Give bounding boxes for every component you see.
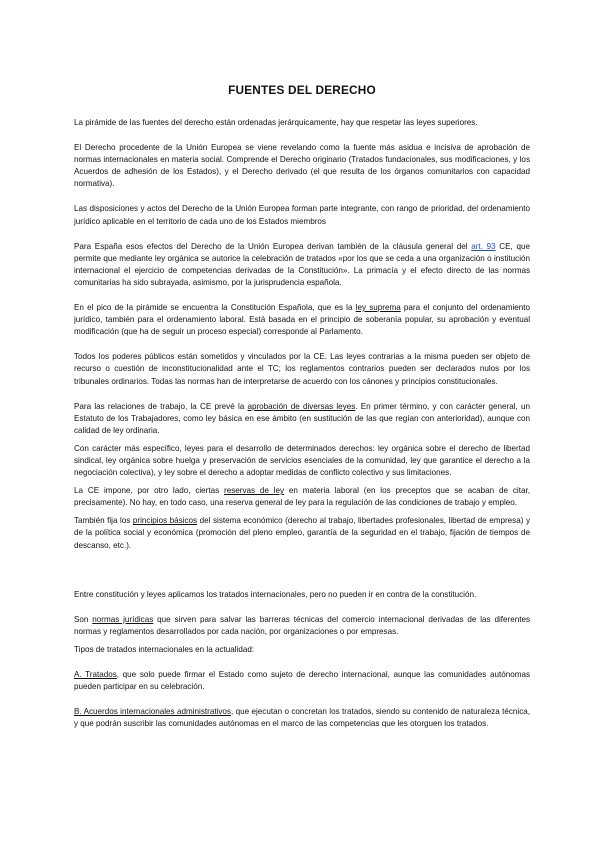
underlined-term: aprobación de diversas leyes (247, 401, 356, 411)
paragraph-tratados-a (74, 669, 530, 693)
page-title: FUENTES DEL DERECHO (228, 83, 376, 97)
text-segment: La CE impone, por otro lado, ciertas (74, 486, 224, 496)
paragraph-tratados-intro: Entre constitución y leyes aplicamos los tratados internacionales, pero no pueden ir en contra de la constitución. (74, 589, 477, 599)
text-segment: , que ejecutan o concretan los tratados, siendo su contenido de naturaleza técnica, y que podrán suscribir las comunidades autónomas en el marco de las competencias que les otorguen los tratados. (74, 707, 530, 729)
paragraph-leyes-especificas: Con carácter más específico, leyes para el desarrollo de determinados derechos: ley orgánica sobre el derecho de libertad sindical, ley orgánica sobre huelga y preservación de servicios esenciales de la comunidad, ley que garantice el derecho a la negociación colectiva), y ley sobre el derecho a adoptar medidas de conflicto colectivo y sus limitaciones. (74, 443, 530, 478)
underlined-term: ley suprema (355, 303, 401, 313)
underlined-term: reservas de ley (224, 486, 285, 496)
paragraph-derecho-ue: El Derecho procedente de la Unión Europea se viene revelando como la fuente más asidua e incisiva de aprobación de normas internacionales en materia social. Comprende el Derecho originario (Tratados fundacionales, sus modificaciones, y los Acuerdos de adhesión de los Estados), y el Derecho derivado (el que resulta de los órganos comunitarios con capacidad normativa). (74, 143, 530, 189)
text-segment: Para las relaciones de trabajo, la CE prevé la (74, 401, 248, 411)
art-93-link[interactable]: art. 93 (471, 241, 496, 251)
paragraph-relaciones-trabajo (74, 401, 530, 437)
underlined-term: normas jurídicas (92, 614, 154, 624)
underlined-term: principios básicos (132, 516, 198, 526)
text-segment: que sirven para salvar las barreras técnicas del comercio internacional derivadas de las diferentes normas y reglamentos desarrollados por cada nación, por organizaciones o por empresas. (74, 614, 530, 636)
text-segment: También fija los (74, 516, 133, 526)
text-segment: . En primer término, y con carácter general, un Estatuto de los Trabajadores, como ley básica en ese ámbito (en sustitución de las que regían con anterioridad), aunque con calidad de ley ordinaria. (74, 401, 530, 435)
paragraph-acuerdos-b (74, 706, 530, 730)
paragraph-normas-juridicas (74, 614, 530, 638)
paragraph-piramide: La pirámide de las fuentes del derecho están ordenadas jerárquicamente, hay que respetar las leyes superiores. (74, 118, 478, 127)
text-segment: en materia laboral (en los preceptos que se acaban de citar, precisamente). No hay, en todo caso, una reserva general de ley para la regulación de las condiciones de trabajo y empleo. (74, 486, 530, 508)
text-segment: Para España esos efectos del Derecho de la Unión Europea derivan también de la cláusula general del (74, 241, 472, 251)
text-segment: para el conjunto del ordenamiento jurídico, también para el ordenamiento laboral. Está basada en el principio de soberanía popular, su aprobación y eventual modificación (que ha de seguir un proceso especial) corresponde al Parlamento. (74, 303, 531, 337)
paragraph-tipos-tratados: Tipos de tratados internacionales en la actualidad: (74, 644, 255, 654)
text-segment: CE, que permite que mediante ley orgánica se autorice la celebración de tratados «por los que se ceda a una organización o institución internacional el ejercicio de competencias derivadas de la Constitución». La primacía y el efecto directo de las normas comunitarias ha sido subrayada, asimismo, por la jurisprudencia española. (74, 241, 530, 287)
paragraph-espana-art93 (74, 241, 530, 289)
paragraph-reservas-ley (74, 485, 530, 509)
underlined-term: A. Tratados (74, 670, 117, 679)
text-segment: , que solo puede firmar el Estado como sujeto de derecho internacional, aunque las comunidades autónomas pueden participar en su celebración. (74, 670, 530, 692)
text-segment: Son (74, 614, 93, 624)
paragraph-principios-basicos (74, 515, 530, 551)
text-segment: del sistema económico (derecho al trabajo, libertades profesionales, libertad de empresa) y de la política social y económica (promoción del pleno empleo, garantía de la seguridad en el trabajo, fijación de tiempos de descanso, etc.). (74, 516, 530, 550)
text-segment: En el pico de la pirámide se encuentra la Constitución Española, que es la (74, 303, 356, 313)
paragraph-constitucion (74, 302, 530, 338)
paragraph-poderes-publicos: Todos los poderes públicos están sometidos y vinculados por la CE. Las leyes contrarias a la misma pueden ser objeto de recurso o cuestión de inconstitucionalidad ante el TC; los reglamentos contrarios pueden ser declarados nulos por los tribunales ordinarios. Todas las normas han de interpretarse de acuerdo con los cánones y principios constitucionales. (74, 352, 530, 386)
underlined-term: B. Acuerdos internacionales administrativos (74, 707, 231, 717)
paragraph-disposiciones-ue: Las disposiciones y actos del Derecho de la Unión Europea forman parte integrante, con rango de prioridad, del ordenamiento jurídico aplicable en el territorio de cada uno de los Estados miembros (74, 204, 530, 226)
